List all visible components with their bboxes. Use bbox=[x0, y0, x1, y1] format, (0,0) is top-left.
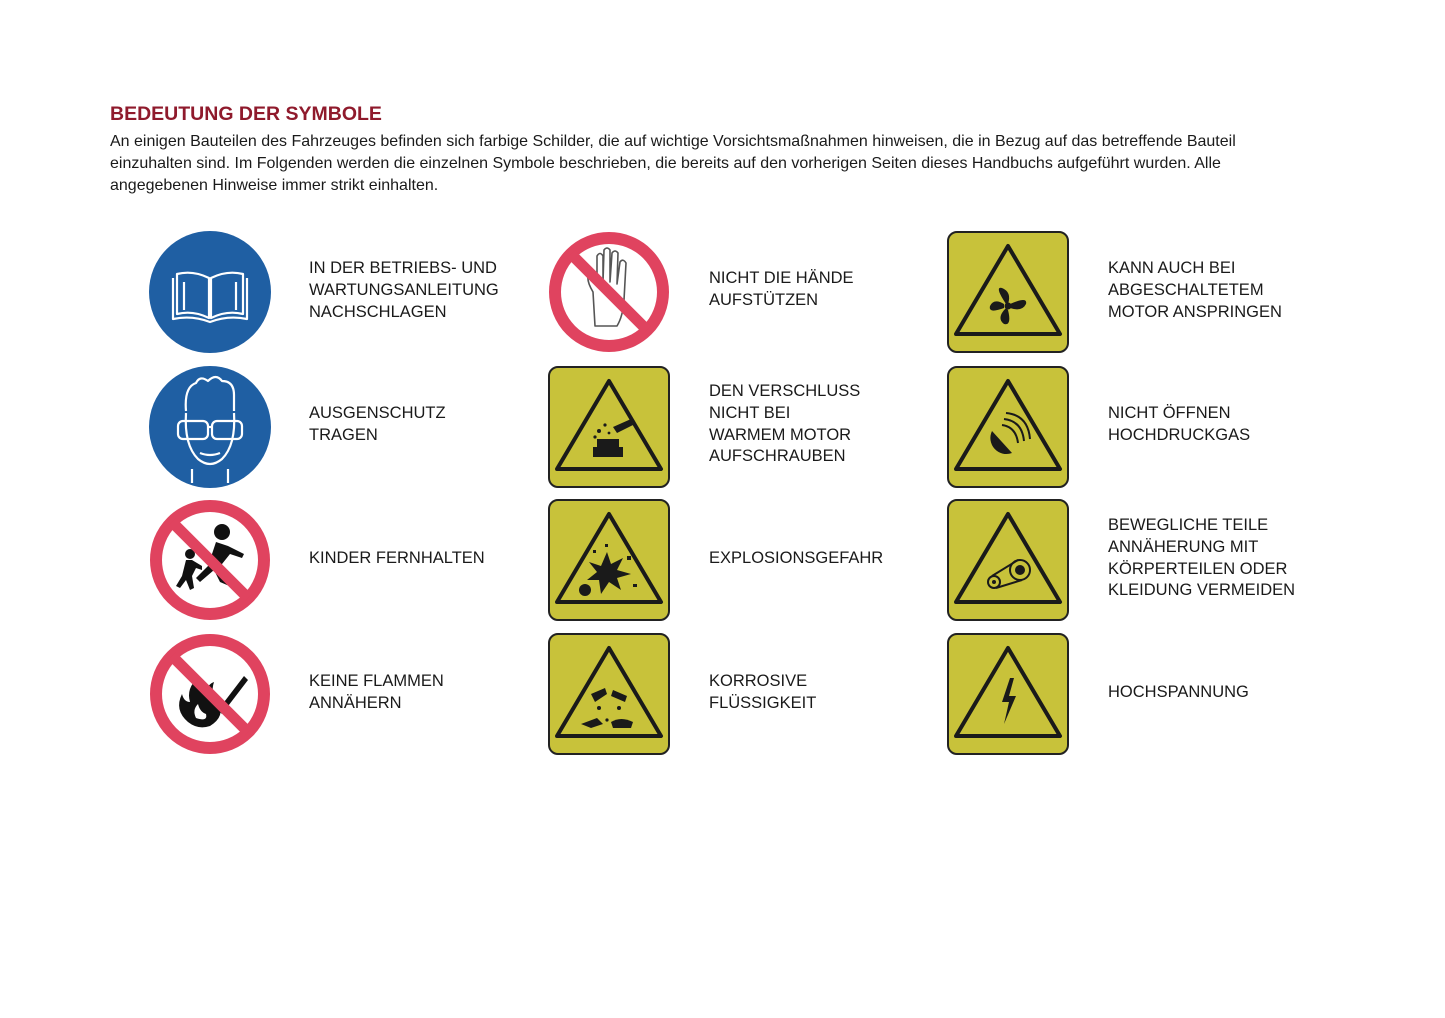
intro-line: einzuhalten sind. Im Folgenden werden die einzelnen Symbole beschrieben, die bereits auf den vorherigen Seiten dieses Handbuchs aufgeführt wurden. Alle bbox=[110, 154, 1221, 172]
symbol-label: HOCHSPANNUNG bbox=[1108, 683, 1249, 701]
symbol-label: DEN VERSCHLUSS NICHT BEI WARMEM MOTOR AUFSCHRAUBEN bbox=[709, 382, 861, 466]
symbol-label: KEINE FLAMMEN ANNÄHERN bbox=[309, 672, 444, 712]
no-flame-icon bbox=[148, 632, 272, 756]
page-title: BEDEUTUNG DER SYMBOLE bbox=[110, 103, 382, 125]
symbol-label: KINDER FERNHALTEN bbox=[309, 549, 485, 567]
symbol-label: NICHT ÖFFNEN HOCHDRUCKGAS bbox=[1108, 404, 1251, 444]
no-children-icon bbox=[148, 498, 272, 622]
fan-warning-icon bbox=[946, 230, 1070, 354]
hot-cap-warning-icon bbox=[547, 365, 671, 489]
pressure-gas-warning-icon bbox=[946, 365, 1070, 489]
moving-parts-warning-icon bbox=[946, 498, 1070, 622]
symbol-label: AUSGENSCHUTZ TRAGEN bbox=[309, 404, 446, 444]
symbol-label: EXPLOSIONSGEFAHR bbox=[709, 549, 884, 567]
intro-text bbox=[110, 131, 1340, 196]
explosion-warning-icon bbox=[547, 498, 671, 622]
book-manual-icon bbox=[148, 230, 272, 354]
intro-line: An einigen Bauteilen des Fahrzeuges befinden sich farbige Schilder, die auf wichtige Vorsichtsmaßnahmen hinweisen, die in Bezug auf das betreffende Bauteil bbox=[110, 133, 1236, 150]
symbol-label: BEWEGLICHE TEILE ANNÄHERUNG MIT KÖRPERTEILEN ODER KLEIDUNG VERMEIDEN bbox=[1108, 516, 1296, 600]
no-hand-icon bbox=[547, 230, 671, 354]
symbol-label: NICHT DIE HÄNDE AUFSTÜTZEN bbox=[709, 269, 854, 309]
intro-line: angegebenen Hinweise immer strikt einhalten. bbox=[110, 176, 439, 194]
symbol-label: KANN AUCH BEI ABGESCHALTETEM MOTOR ANSPRINGEN bbox=[1108, 259, 1282, 321]
corrosive-warning-icon bbox=[547, 632, 671, 756]
symbol-label: KORROSIVE FLÜSSIGKEIT bbox=[709, 672, 817, 712]
symbol-label: IN DER BETRIEBS- UND WARTUNGSANLEITUNG NACHSCHLAGEN bbox=[309, 259, 499, 321]
high-voltage-warning-icon bbox=[946, 632, 1070, 756]
goggles-face-icon bbox=[148, 365, 272, 489]
